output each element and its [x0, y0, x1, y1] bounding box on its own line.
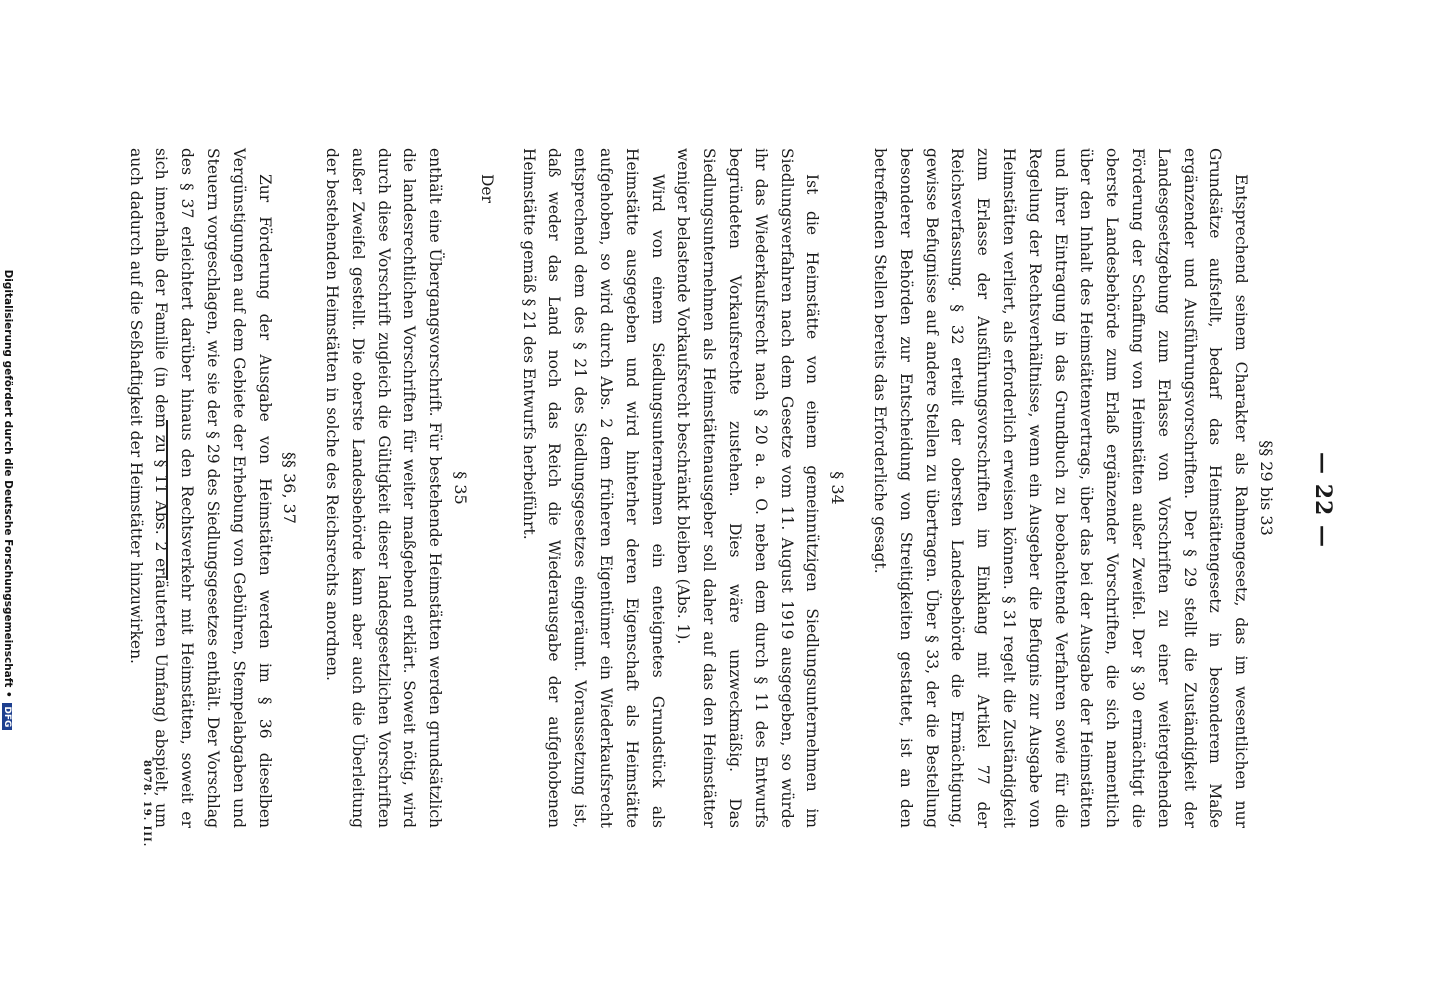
document-body [122, 148, 1279, 828]
section-heading-35: § 35 [451, 471, 471, 505]
section-heading-34: § 34 [828, 471, 848, 505]
dfg-credit-line [2, 10, 14, 990]
end-rule [166, 420, 168, 580]
section-heading-36-37: §§ 36, 37 [280, 452, 300, 524]
paragraph-36-37: Zur Förderung der Ausgabe von Heimstätten werden im § 36 dieselben Vergünstigungen auf dem Gebiete der Erhebung von Gebühren, Stempelabgaben und Steuern vorgeschlagen, wie sie der § 29 des Siedlungsgesetzes enthält. Der Vorschlag des § 37 erleichtert darüber hinaus den Rechtsverkehr mit Heimstätten, soweit er sich innerhalb der Familie (in dem zu § 11 Abs. 2 erläuterten Umfang) abspielt, um auch dadurch auf die Seßhaftigkeit der Heimstätter hinzuwirken. [126, 148, 274, 828]
paragraph-29-33: Entsprechend seinem Charakter als Rahmengesetz, das im wesentlichen nur Grundsätze aufstellt, bedarf das Heimstättengesetz in besonderem Maße ergänzender und Ausführungsvorschriften. Der § 29 stellt die Zuständigkeit der Landesgesetzgebung zum Erlasse von Vorschriften zu einer weitergehenden Förderung der Schaffung von Heimstätten außer Zweifel. Der § 30 ermächtigt die oberste Landesbehörde zum Erlaß ergänzender Vorschriften, die sich namentlich über den Inhalt des Heimstättenvertrags, über das bei der Ausgabe der Heimstätten und ihrer Eintragung in das Grundbuch zu beobachtende Verfahren sowie für die Regelung der Rechtsverhältnisse, wenn ein Ausgeber die Befugnis zur Ausgabe von Heimstätten verliert, als erforderlich erweisen können. § 31 regelt die Zuständigkeit zum Erlasse der Ausführungsvorschriften im Einklang mit Artikel 77 der Reichsverfassung. § 32 erteilt der obersten Landesbehörde die Ermächtigung, gewisse Befugnisse auf andere Stellen zu übertragen. Über § 33, der die Bestellung besonderer Behörden zur Entscheidung von Streitigkeiten gestattet, ist an den betreffenden Stellen bereits das Erforderliche gesagt. [871, 148, 1251, 828]
paragraph-34-a: Ist die Heimstätte von einem gemeinnützigen Siedlungsunternehmen im Siedlungsverfahren nach dem Gesetze vom 11. August 1919 ausgegeben, so würde ihr das Wiederkaufsrecht nach § 20 a. a. O. neben dem durch § 11 des Entwurfs begründeten Vorkaufsrechte zustehen. Dies wäre unzweckmäßig. Das Siedlungsunternehmen als Heimstättenausgeber soll daher auf das den Heimstätter weniger belastende Vorkaufsrecht beschränkt bleiben (Abs. 1). [674, 148, 822, 828]
section-heading-29-33: §§ 29 bis 33 [1257, 440, 1276, 536]
credit-text: Digitalisierung gefördert durch die Deutsche Forschungsgemeinschaft • [2, 269, 14, 698]
printer-signature: 8078. 19. III. [141, 760, 152, 848]
paragraph-35: enthält eine Übergangsvorschrift. Für bestehende Heimstätten werden grundsätzlich die landesrechtlichen Vorschriften für weiter maßgebend erklärt. Soweit nötig, wird durch diese Vorschrift zugleich die Gültigkeit dieser landesgesetzlichen Vorschriften außer Zweifel gestellt. Die oberste Landesbehörde kann aber auch die Überleitung der bestehenden Heimstätten in solche des Reichsrechts anordnen. [323, 148, 445, 828]
paragraph-35-lead: Der [477, 174, 496, 204]
page-number: — 22 — [1310, 452, 1336, 548]
dfg-logo-icon: DFG [2, 703, 12, 730]
paragraph-34-b: Wird von einem Siedlungsunternehmen ein enteignetes Grundstück als Heimstätte ausgegeben und wird hinterher deren Eigenschaft als Heimstätte aufgehoben, so wird durch Abs. 2 dem früheren Eigentümer ein Wiederkaufsrecht entsprechend dem des § 21 des Siedlungsgesetzes eingeräumt. Voraussetzung ist, daß weder das Land noch das Reich die Wiederausgabe der aufgehobenen Heimstätte gemäß § 21 des Entwurfs herbeiführt. [519, 148, 667, 828]
